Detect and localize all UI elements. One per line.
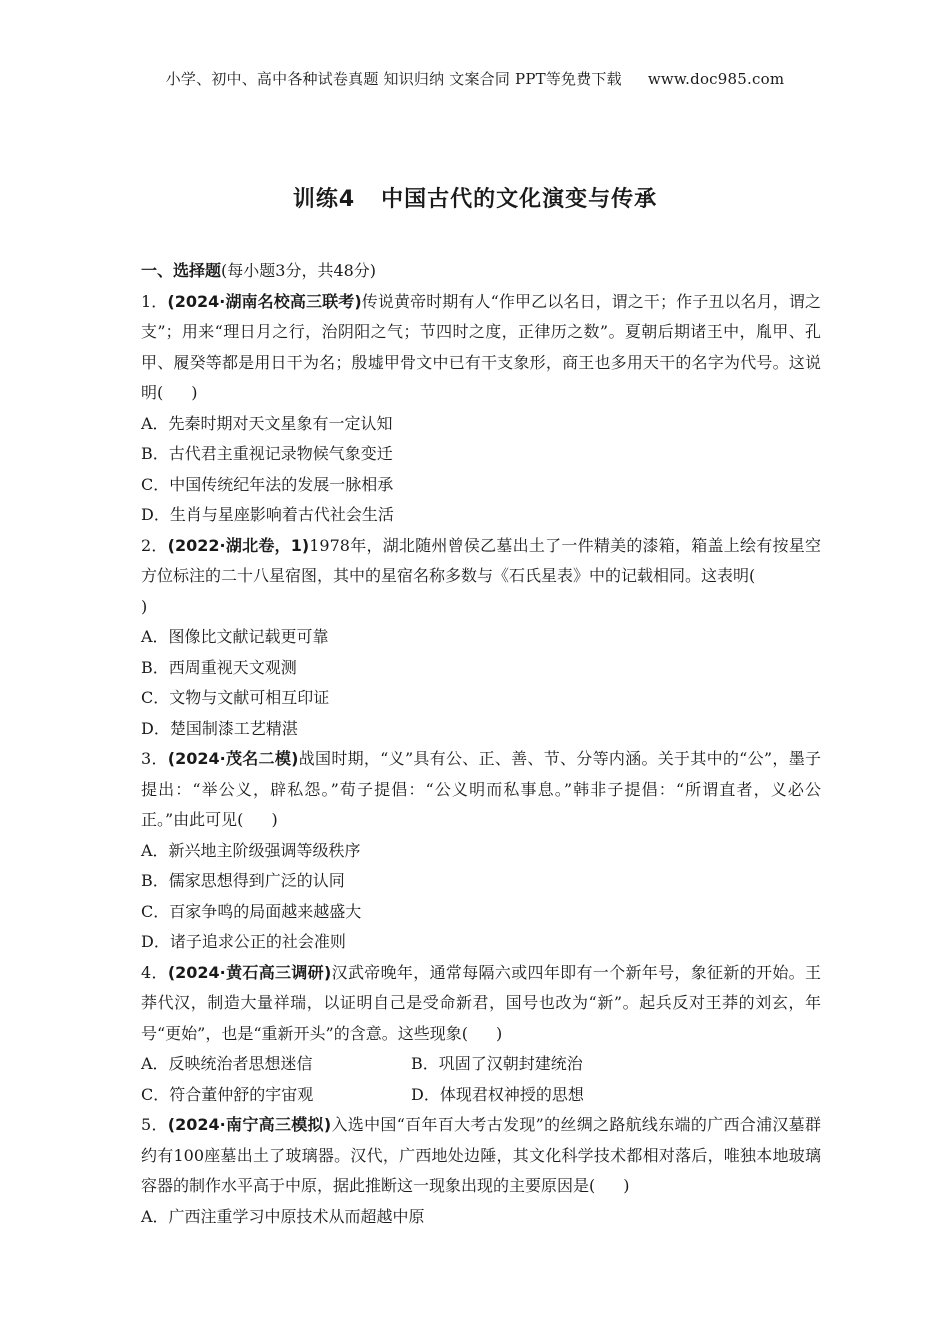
- question-stem: [141, 958, 821, 1050]
- page-header: [0, 68, 950, 89]
- option-b[interactable]: B．西周重视天文观测: [141, 657, 297, 677]
- question-close: ): [271, 810, 278, 829]
- section-note: (每小题3分，共48分): [221, 261, 377, 280]
- option-c[interactable]: C．中国传统纪年法的发展一脉相承: [141, 474, 394, 494]
- question-stem: [141, 744, 821, 836]
- question-source: (2024·茂名二模): [167, 749, 299, 768]
- page-title: [0, 182, 950, 213]
- question-close: ): [495, 1023, 503, 1043]
- question-list: [141, 256, 821, 1232]
- header-site-link[interactable]: www.doc985.com: [647, 70, 785, 88]
- question-body: 传说黄帝时期有人“作甲乙以名日，谓之干；作子丑以名月，谓之支”；用来“理日月之行，治阴阳之气；节四时之度，正律历之数”。夏朝后期诸王中，胤甲、孔甲、履癸等都是用日干为名；殷墟甲骨文中已有干支象形，商王也多用天干的名字为代号。这说明(: [141, 291, 821, 402]
- option-a[interactable]: A．反映统治者思想迷信: [141, 1054, 313, 1073]
- option-a[interactable]: A．图像比文献记载更可靠: [141, 627, 329, 646]
- option-d[interactable]: D．诸子追求公正的社会准则: [141, 932, 346, 951]
- question-number: 1．: [141, 291, 168, 311]
- question-close: ): [141, 596, 148, 616]
- question-number: 5．: [141, 1115, 168, 1134]
- question-1: [141, 287, 821, 531]
- question-number: 2．: [141, 535, 168, 555]
- option-a[interactable]: A．先秦时期对天文星象有一定认知: [141, 413, 393, 433]
- option-b[interactable]: B．古代君主重视记录物候气象变迁: [141, 444, 393, 463]
- question-body: 1978年，湖北随州曾侯乙墓出土了一件精美的漆箱，箱盖上绘有按星空方位标注的二十八星宿图，其中的星宿名称多数与《石氏星表》中的记载相同。这表明(: [141, 535, 821, 585]
- option-c[interactable]: C．符合董仲舒的宇宙观: [141, 1084, 314, 1104]
- question-body: 战国时期，“义”具有公、正、善、节、分等内涵。关于其中的“公”，墨子提出：“举公义，辟私怨。”荀子提倡：“公义明而私事息。”韩非子提倡：“所谓直者，义必公正。”由此可见(: [141, 749, 821, 829]
- option-a[interactable]: A．新兴地主阶级强调等级秩序: [141, 840, 361, 860]
- question-source: (2024·黄石高三调研): [167, 962, 332, 982]
- question-stem: [141, 531, 821, 623]
- option-row: [141, 1080, 821, 1111]
- option-c[interactable]: C．文物与文献可相互印证: [141, 688, 330, 707]
- option-d[interactable]: D．楚国制漆工艺精湛: [141, 718, 298, 738]
- option-a[interactable]: A．广西注重学习中原技术从而超越中原: [141, 1206, 425, 1226]
- question-2: [141, 531, 821, 745]
- question-5: [141, 1110, 821, 1232]
- title-text: 中国古代的文化演变与传承: [381, 187, 658, 212]
- question-body: 入选中国“百年百大考古发现”的丝绸之路航线东端的广西合浦汉墓群约有100座墓出土了玻璃器。汉代，广西地处边陲，其文化科学技术都相对落后，唯独本地玻璃容器的制作水平高于中原，据此推断这一现象出现的主要原因是(: [141, 1115, 821, 1195]
- question-4: [141, 958, 821, 1111]
- question-number: 3．: [141, 749, 168, 768]
- option-c[interactable]: C．百家争鸣的局面越来越盛大: [141, 901, 362, 921]
- question-close: ): [623, 1176, 630, 1195]
- option-b[interactable]: B．儒家思想得到广泛的认同: [141, 871, 345, 890]
- question-stem: [141, 1110, 821, 1202]
- header-text: 小学、初中、高中各种试卷真题 知识归纳 文案合同 PPT等免费下载: [165, 70, 622, 88]
- title-number: 训练4: [292, 187, 356, 212]
- question-number: 4．: [141, 962, 168, 982]
- option-d[interactable]: D．体现君权神授的思想: [411, 1084, 584, 1104]
- question-3: [141, 744, 821, 958]
- question-source: (2022·湖北卷，1): [167, 535, 310, 555]
- section-label: 一、选择题: [141, 261, 222, 280]
- question-source: (2024·湖南名校高三联考): [167, 291, 362, 311]
- option-row: [141, 1049, 821, 1080]
- question-source: (2024·南宁高三模拟): [167, 1115, 332, 1134]
- question-close: ): [191, 383, 198, 402]
- question-stem: [141, 287, 821, 409]
- option-d[interactable]: D．生肖与星座影响着古代社会生活: [141, 505, 394, 524]
- option-b[interactable]: B．巩固了汉朝封建统治: [411, 1054, 583, 1073]
- question-body: 汉武帝晚年，通常每隔六或四年即有一个新年号，象征新的开始。王莽代汉，制造大量祥瑞，以证明自己是受命新君，国号也改为“新”。起兵反对王莽的刘玄，年号“更始”，也是“重新开头”的含意。这些现象(: [141, 962, 821, 1043]
- section-heading: [141, 256, 821, 287]
